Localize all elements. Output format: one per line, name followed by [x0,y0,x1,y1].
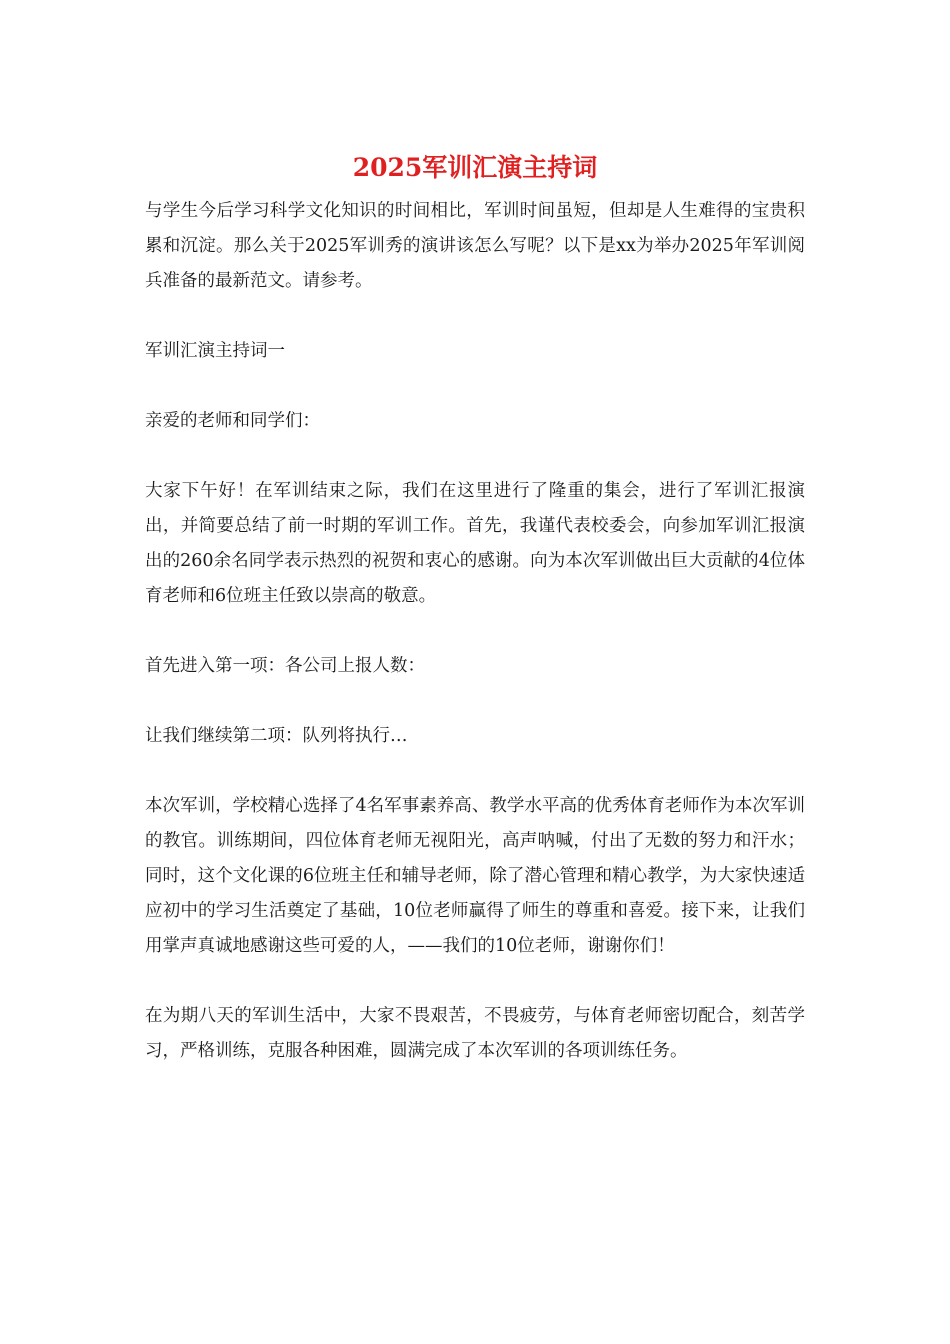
body-paragraph: 让我们继续第二项：队列将执行… [145,726,408,746]
intro-paragraph: 与学生今后学习科学文化知识的时间相比，军训时间虽短，但却是人生难得的宝贵积累和沉淀。那么关于2025军训秀的演讲该怎么写呢？以下是xx为举办2025年军训阅兵准备的最新范文。请参考。 [145,201,805,291]
document-title: 2025军训汇演主持词 [352,153,598,182]
body-paragraph: 大家下午好！在军训结束之际，我们在这里进行了隆重的集会，进行了军训汇报演出，并简要总结了前一时期的军训工作。首先，我谨代表校委会，向参加军训汇报演出的260余名同学表示热烈的祝贺和衷心的感谢。向为本次军训做出巨大贡献的4位体育老师和6位班主任致以崇高的敬意。 [145,481,805,606]
body-paragraph: 首先进入第一项：各公司上报人数： [145,656,425,676]
section-heading: 军训汇演主持词一 [145,341,285,361]
body-paragraph: 在为期八天的军训生活中，大家不畏艰苦，不畏疲劳，与体育老师密切配合，刻苦学习，严格训练，克服各种困难，圆满完成了本次军训的各项训练任务。 [145,1006,805,1061]
document-body [145,194,805,1069]
salutation: 亲爱的老师和同学们： [145,411,320,431]
body-paragraph: 本次军训，学校精心选择了4名军事素养高、教学水平高的优秀体育老师作为本次军训的教官。训练期间，四位体育老师无视阳光，高声呐喊，付出了无数的努力和汗水；同时，这个文化课的6位班主任和辅导老师，除了潜心管理和精心教学，为大家快速适应初中的学习生活奠定了基础，10位老师赢得了师生的尊重和喜爱。接下来，让我们用掌声真诚地感谢这些可爱的人，——我们的10位老师，谢谢你们！ [145,796,805,956]
